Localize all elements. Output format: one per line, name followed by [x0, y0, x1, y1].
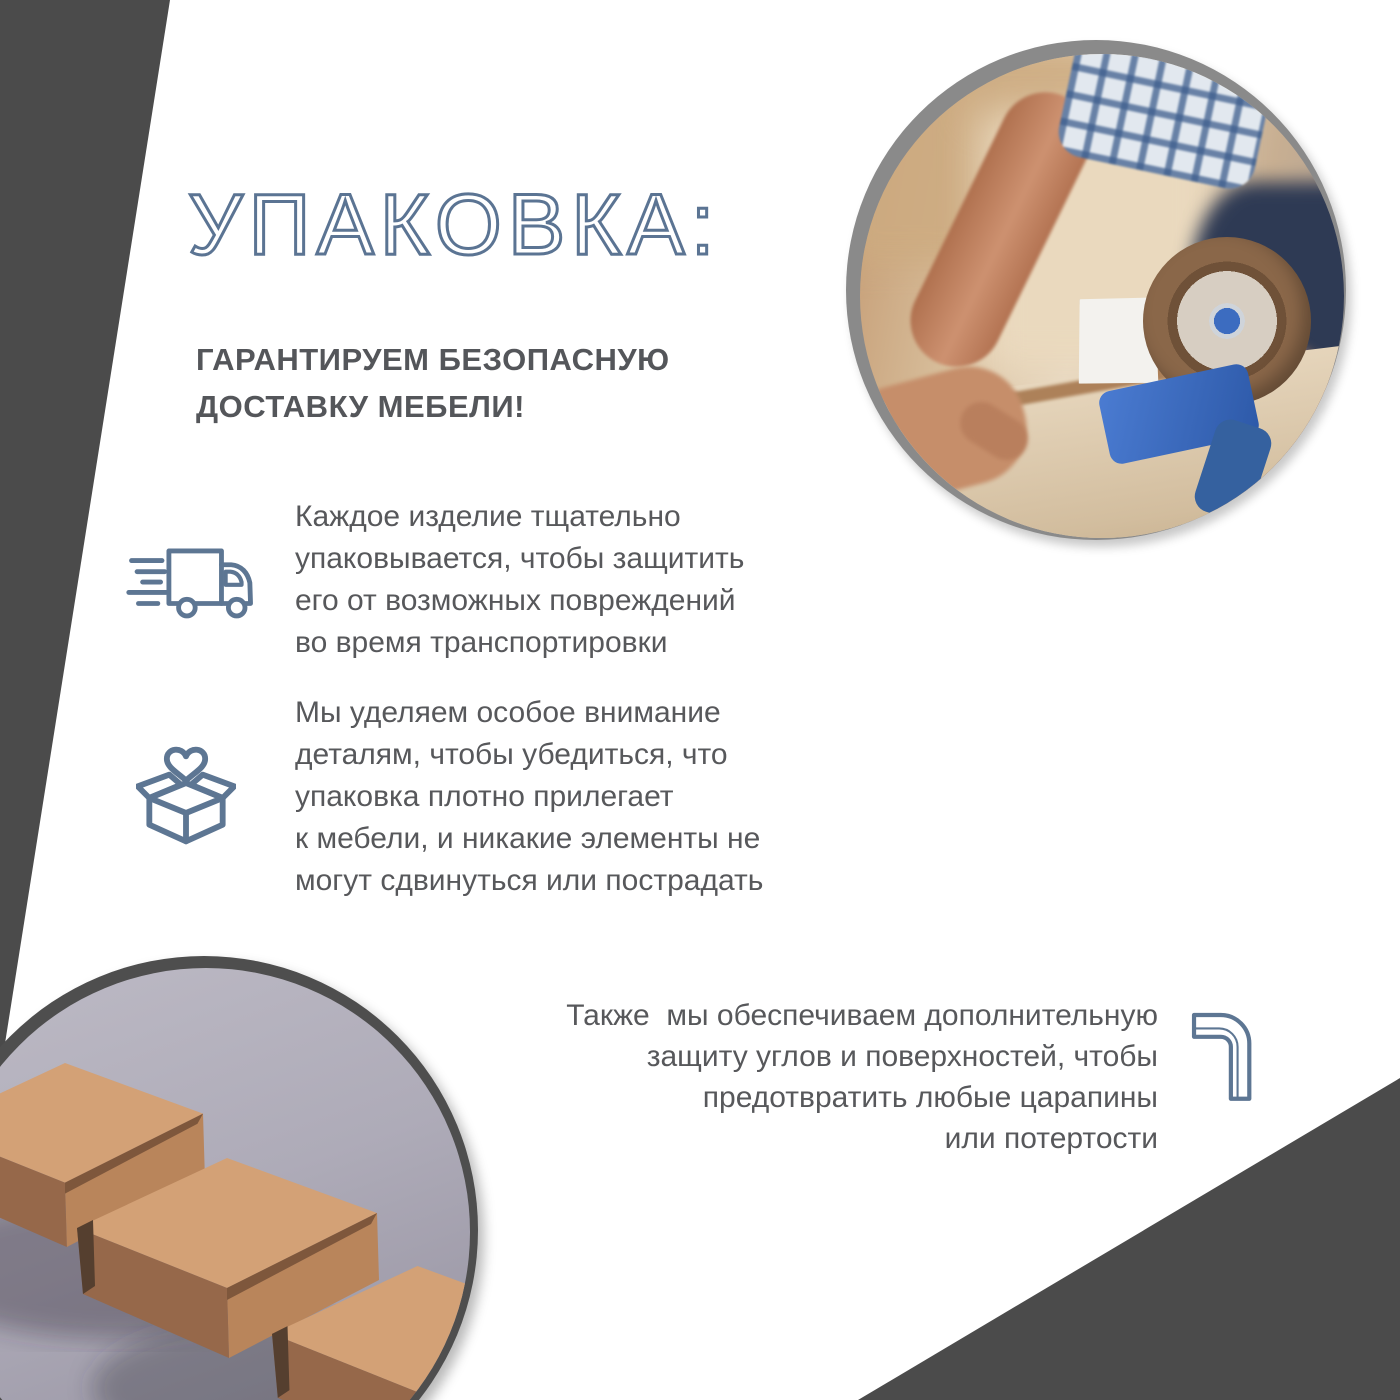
- corner-protector-icon: [1189, 1010, 1256, 1104]
- corner-protectors-photo: [0, 968, 470, 1400]
- feature-text-line: Мы уделяем особое внимание: [295, 696, 721, 729]
- feature-text-line: деталям, чтобы убедиться, что: [295, 738, 728, 771]
- gift-box-heart-icon: [136, 738, 236, 863]
- feature-text-line: к мебели, и никакие элементы не: [295, 822, 761, 855]
- feature-text-line: во время транспортировки: [295, 626, 668, 659]
- feature-text-line: упаковка плотно прилегает: [295, 780, 674, 813]
- cardboard-corner-pieces: [0, 968, 470, 1400]
- tape-dispenser-photo: [860, 54, 1344, 538]
- subtitle-line: ДОСТАВКУ МЕБЕЛИ!: [196, 389, 525, 424]
- feature-text-line: его от возможных повреждений: [295, 584, 736, 617]
- feature-text-line: Также мы обеспечиваем дополнительную: [566, 999, 1158, 1032]
- feature-text-line: предотвратить любые царапины: [702, 1081, 1158, 1114]
- corner-triangle-top-left: [0, 0, 170, 1075]
- subtitle-line: ГАРАНТИРУЕМ БЕЗОПАСНУЮ: [196, 342, 670, 377]
- feature-attention-to-details: [295, 692, 763, 902]
- feature-text-line: защиту углов и поверхностей, чтобы: [646, 1040, 1158, 1073]
- feature-text-line: или потертости: [944, 1122, 1158, 1155]
- feature-text-line: Каждое изделие тщательно: [295, 500, 681, 533]
- page-title: УПАКОВКА:: [188, 177, 721, 273]
- feature-corner-protection: [420, 995, 1158, 1159]
- feature-text-line: упаковывается, чтобы защитить: [295, 542, 745, 575]
- feature-careful-packing: [295, 496, 744, 664]
- feature-text-line: могут сдвинуться или пострадать: [295, 864, 764, 897]
- delivery-truck-icon: [126, 544, 254, 621]
- page-subtitle: [196, 336, 670, 430]
